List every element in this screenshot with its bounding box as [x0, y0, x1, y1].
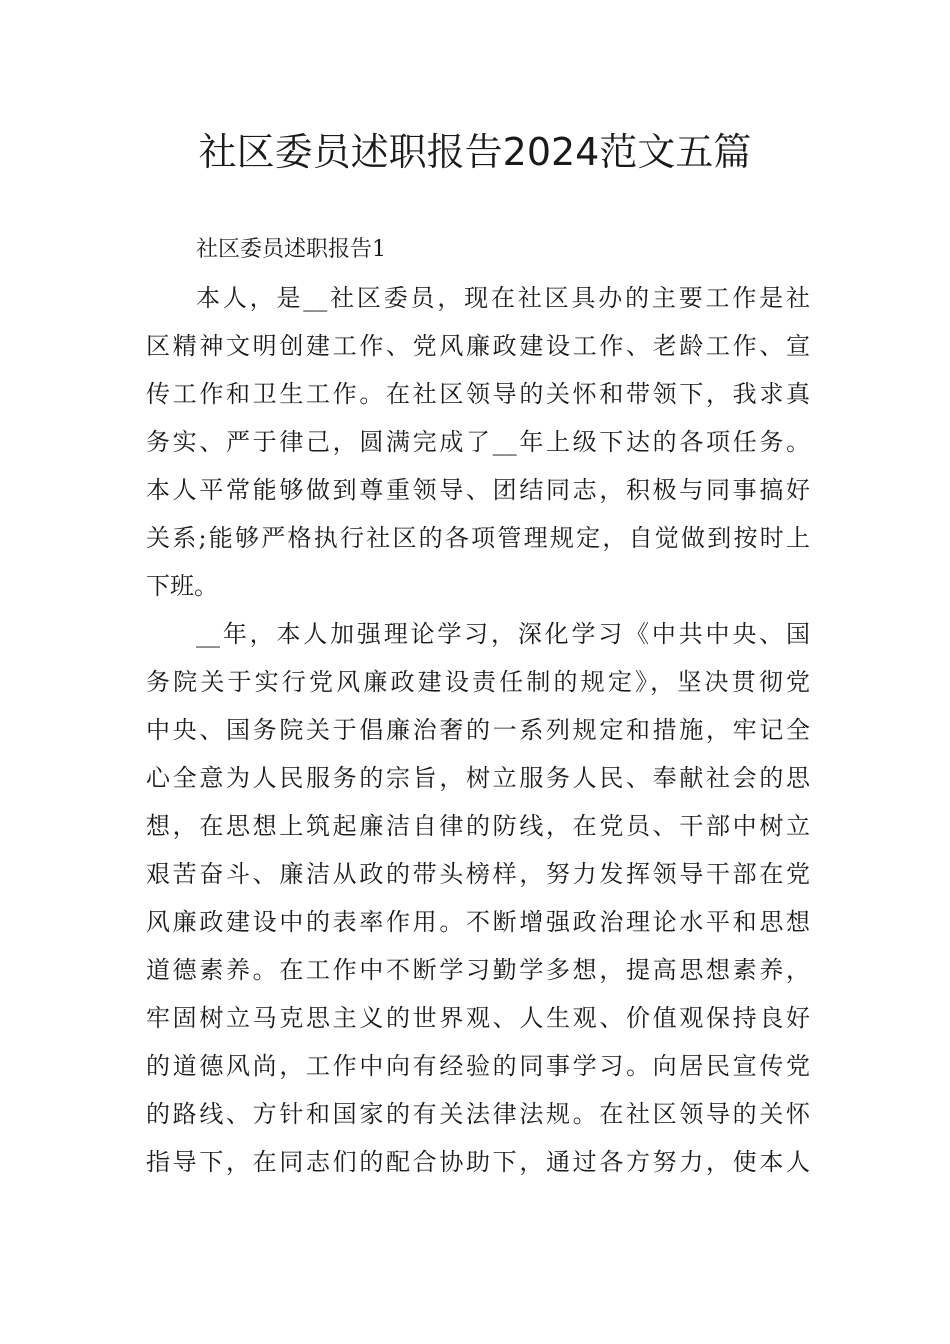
- paragraph-line: 本人平常能够做到尊重领导、团结同志，积极与同事搞好: [146, 476, 810, 504]
- paragraph-line: 牢固树立马克思主义的世界观、人生观、价值观保持良好: [146, 1004, 810, 1032]
- document-body: [146, 226, 810, 1186]
- paragraph-line: 区精神文明创建工作、党风廉政建设工作、老龄工作、宣: [146, 332, 810, 360]
- paragraph-line: 指导下，在同志们的配合协助下，通过各方努力，使本人: [146, 1148, 810, 1176]
- paragraph-line: 艰苦奋斗、廉洁从政的带头榜样，努力发挥领导干部在党: [146, 860, 810, 888]
- paragraph-2: [146, 610, 810, 1186]
- paragraph-line: 务实、严于律己，圆满完成了__年上级下达的各项任务。: [146, 428, 810, 456]
- paragraph-line: __年，本人加强理论学习，深化学习《中共中央、国: [196, 620, 810, 648]
- paragraph-line: 本人，是__社区委员，现在社区具办的主要工作是社: [196, 284, 810, 312]
- paragraph-line: 心全意为人民服务的宗旨，树立服务人民、奉献社会的思: [146, 764, 810, 792]
- paragraph-line: 关系;能够严格执行社区的各项管理规定，自觉做到按时上: [146, 524, 810, 552]
- paragraph-line: 传工作和卫生工作。在社区领导的关怀和带领下，我求真: [146, 380, 810, 408]
- paragraph-1: [146, 274, 810, 610]
- paragraph-line: 风廉政建设中的表率作用。不断增强政治理论水平和思想: [146, 908, 810, 936]
- section-heading: 社区委员述职报告1: [196, 237, 386, 262]
- paragraph-line: 道德素养。在工作中不断学习勤学多想，提高思想素养，: [146, 956, 810, 984]
- paragraph-line: 中央、国务院关于倡廉治奢的一系列规定和措施，牢记全: [146, 716, 810, 744]
- paragraph-line: 想，在思想上筑起廉洁自律的防线，在党员、干部中树立: [146, 812, 810, 840]
- document-title: 社区委员述职报告2024范文五篇: [198, 130, 752, 174]
- paragraph-line: 的路线、方针和国家的有关法律法规。在社区领导的关怀: [146, 1100, 810, 1128]
- paragraph-line: 的道德风尚，工作中向有经验的同事学习。向居民宣传党: [146, 1052, 810, 1080]
- paragraph-line: 务院关于实行党风廉政建设责任制的规定》，坚决贯彻党: [146, 668, 810, 696]
- paragraph-line: 下班。: [146, 572, 218, 600]
